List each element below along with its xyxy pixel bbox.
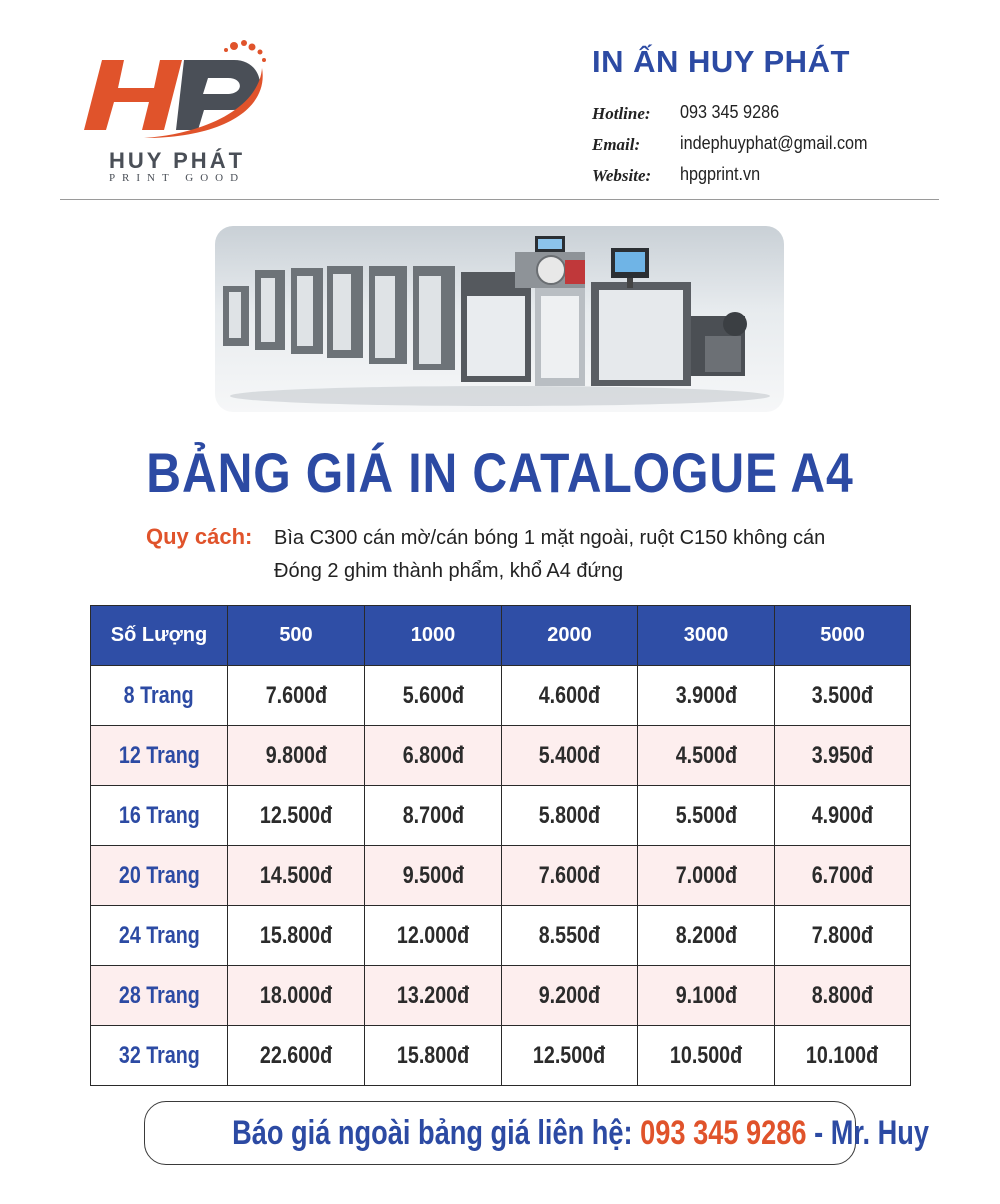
table-row (91, 966, 911, 1026)
price-cell: 10.500đ (638, 1026, 775, 1086)
page-title: BẢNG GIÁ IN CATALOGUE A4 (146, 441, 854, 504)
header-divider (60, 199, 939, 200)
price-cell: 22.600đ (228, 1026, 365, 1086)
logo-tagline: PRINT GOOD (108, 172, 246, 184)
price-cell: 6.700đ (775, 846, 911, 906)
row-label: 12 Trang (91, 726, 228, 786)
row-label: 32 Trang (91, 1026, 228, 1086)
price-cell: 7.800đ (775, 906, 911, 966)
footer-phone[interactable]: 093 345 9286 (640, 1114, 807, 1152)
company-logo (84, 38, 274, 188)
price-cell: 8.550đ (502, 906, 638, 966)
column-header: 2000 (502, 606, 638, 666)
price-cell: 8.200đ (638, 906, 775, 966)
price-cell: 8.700đ (365, 786, 502, 846)
price-cell: 6.800đ (365, 726, 502, 786)
website-value[interactable]: hpgprint.vn (680, 164, 761, 184)
price-cell: 15.800đ (365, 1026, 502, 1086)
printing-press-image (215, 226, 784, 412)
email-value[interactable]: indephuyphat@gmail.com (680, 133, 868, 153)
row-label: 8 Trang (91, 666, 228, 726)
price-cell: 9.500đ (365, 846, 502, 906)
price-cell: 8.800đ (775, 966, 911, 1026)
table-row (91, 846, 911, 906)
table-header-row (91, 606, 911, 666)
table-row (91, 666, 911, 726)
price-cell: 4.900đ (775, 786, 911, 846)
price-cell: 5.600đ (365, 666, 502, 726)
contact-label: Hotline: (592, 104, 651, 123)
price-cell: 9.800đ (228, 726, 365, 786)
price-cell: 9.100đ (638, 966, 775, 1026)
price-cell: 7.600đ (228, 666, 365, 726)
price-cell: 10.100đ (775, 1026, 911, 1086)
column-header: 500 (228, 606, 365, 666)
table-row (91, 786, 911, 846)
price-cell: 5.500đ (638, 786, 775, 846)
price-cell: 4.600đ (502, 666, 638, 726)
footer-tail: - Mr. Huy (806, 1114, 929, 1152)
row-label: 24 Trang (91, 906, 228, 966)
row-label: 28 Trang (91, 966, 228, 1026)
table-row (91, 906, 911, 966)
row-label: 20 Trang (91, 846, 228, 906)
price-cell: 18.000đ (228, 966, 365, 1026)
table-row (91, 1026, 911, 1086)
footer-lead: Báo giá ngoài bảng giá liên hệ: (232, 1114, 641, 1152)
column-header: 1000 (365, 606, 502, 666)
hotline-value[interactable]: 093 345 9286 (680, 102, 780, 122)
price-cell: 12.500đ (228, 786, 365, 846)
spec-label: Quy cách: (146, 524, 253, 549)
column-header: 3000 (638, 606, 775, 666)
contact-website (592, 163, 932, 189)
price-cell: 12.500đ (502, 1026, 638, 1086)
price-cell: 13.200đ (365, 966, 502, 1026)
table-row (91, 726, 911, 786)
spec-line: Đóng 2 ghim thành phẩm, khổ A4 đứng (274, 560, 624, 582)
price-cell: 7.600đ (502, 846, 638, 906)
contact-email (592, 132, 932, 158)
price-cell: 12.000đ (365, 906, 502, 966)
price-cell: 7.000đ (638, 846, 775, 906)
contact-hotline (592, 101, 932, 127)
price-cell: 3.950đ (775, 726, 911, 786)
row-label: 16 Trang (91, 786, 228, 846)
column-header: Số Lượng (91, 606, 228, 666)
logo-name: HUY PHÁT (108, 148, 246, 173)
price-cell: 3.900đ (638, 666, 775, 726)
price-cell: 15.800đ (228, 906, 365, 966)
column-header: 5000 (775, 606, 911, 666)
price-cell: 3.500đ (775, 666, 911, 726)
price-cell: 5.400đ (502, 726, 638, 786)
contact-label: Email: (592, 135, 641, 154)
price-cell: 4.500đ (638, 726, 775, 786)
price-cell: 5.800đ (502, 786, 638, 846)
price-table (90, 605, 911, 1086)
hp-logo-icon (84, 38, 274, 148)
contact-banner (144, 1101, 929, 1165)
contact-label: Website: (592, 166, 652, 185)
price-cell: 14.500đ (228, 846, 365, 906)
company-name: IN ẤN HUY PHÁT (592, 44, 850, 79)
price-cell: 9.200đ (502, 966, 638, 1026)
spec-line: Bìa C300 cán mờ/cán bóng 1 mặt ngoài, ruột C150 không cán (274, 527, 826, 549)
